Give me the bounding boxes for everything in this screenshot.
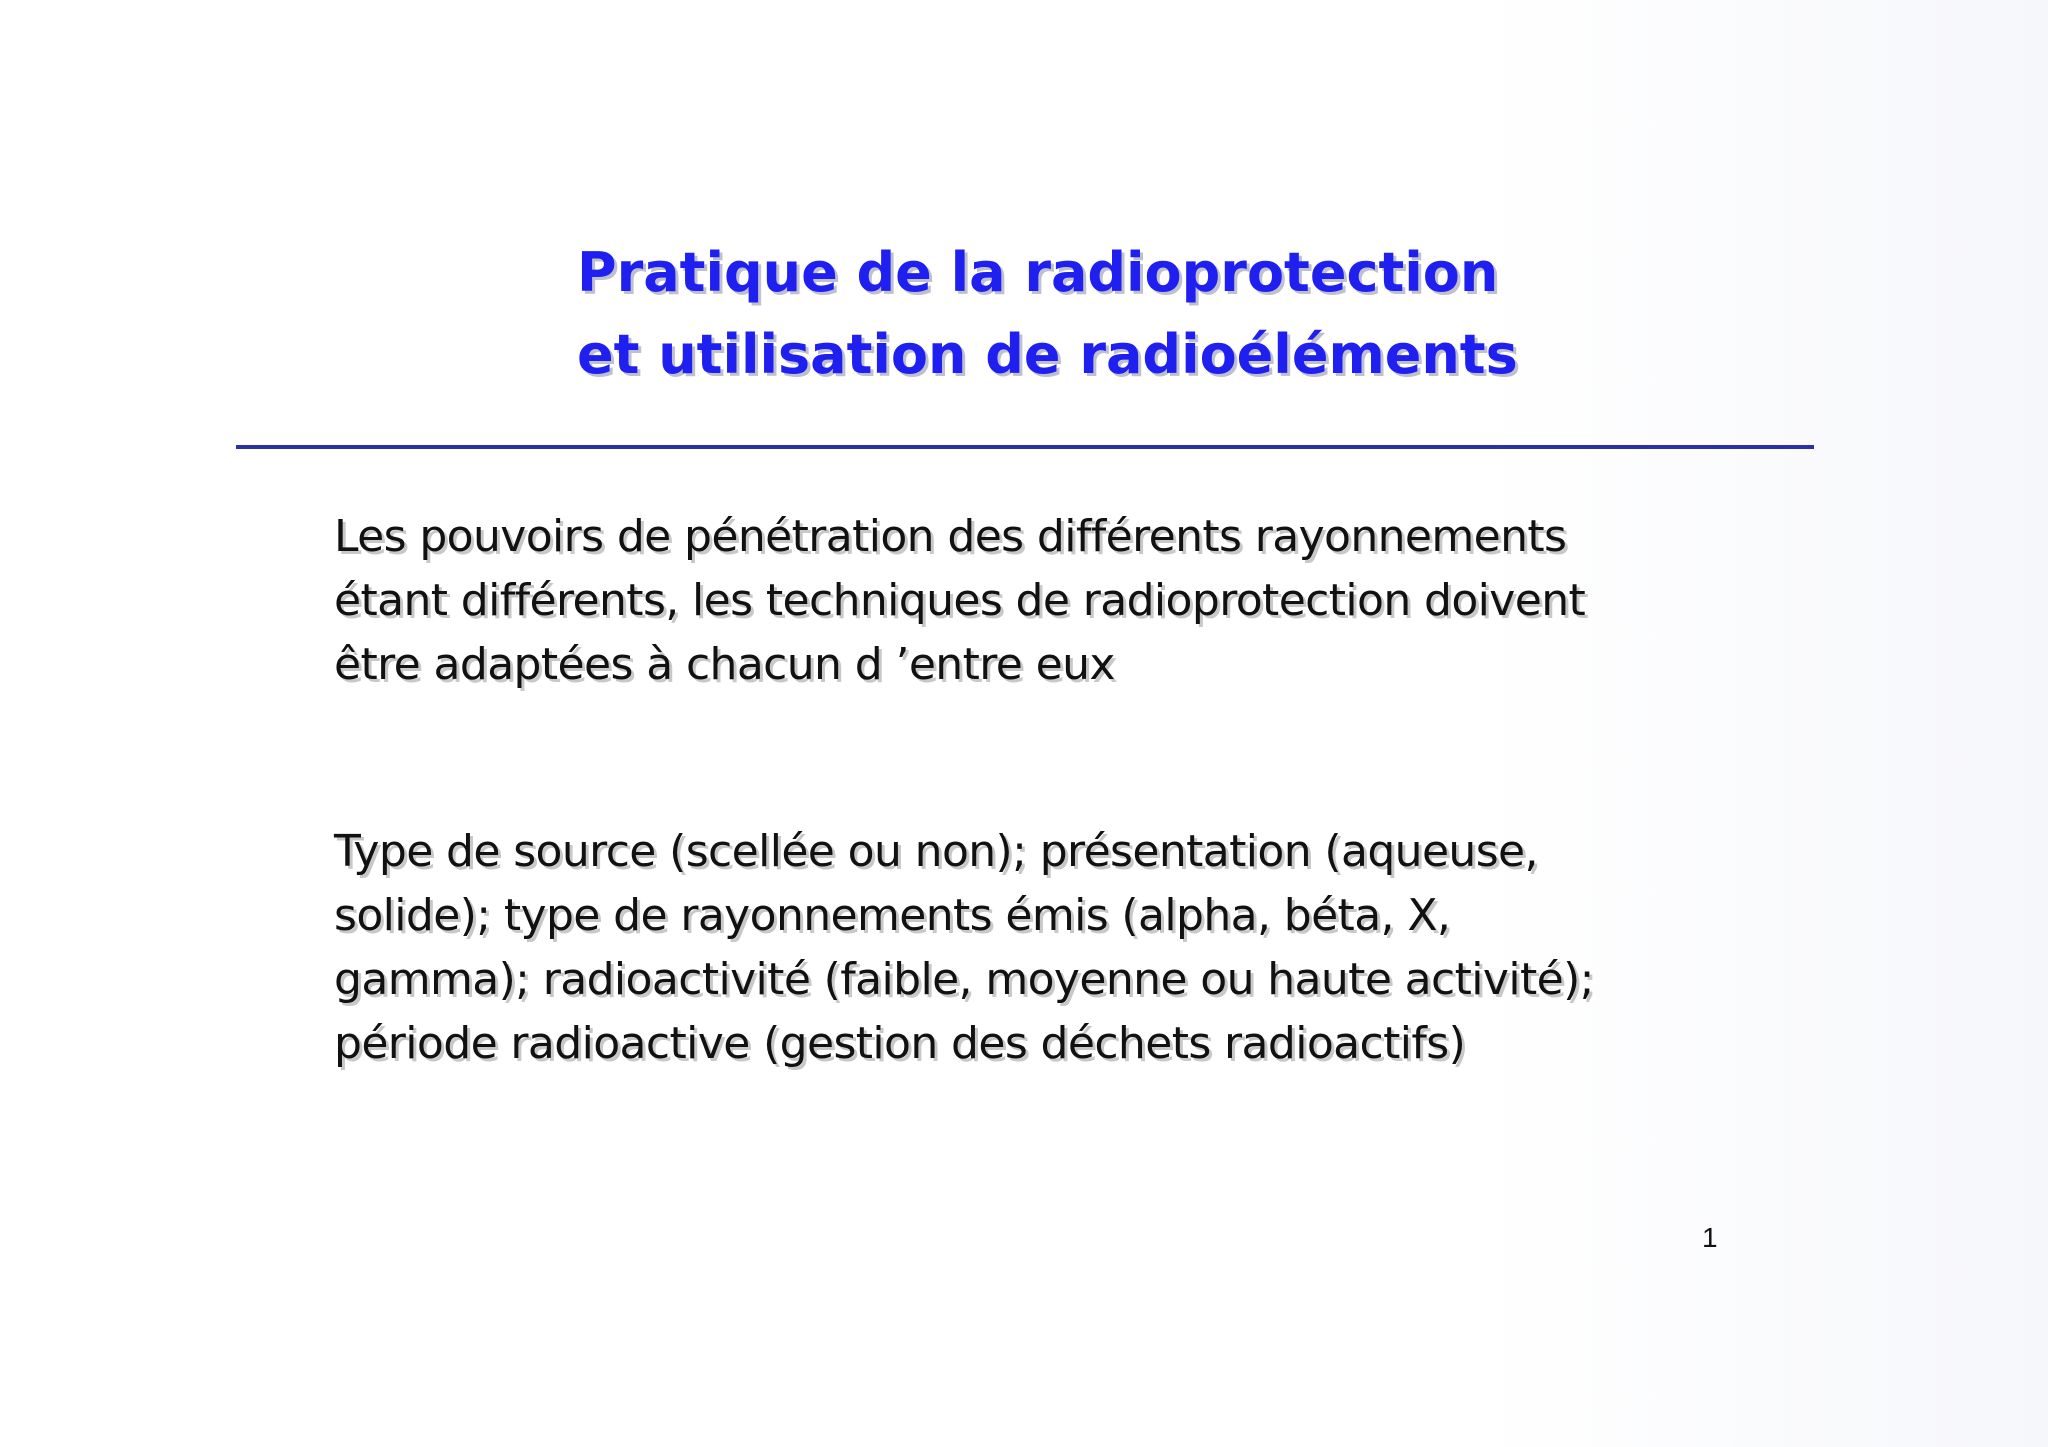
- slide-title-line-2: et utilisation de radioéléments: [577, 323, 1518, 386]
- paragraph-line: gamma); radioactivité (faible, moyenne ou haute activité);: [334, 954, 1594, 1005]
- paragraph-source-types: [334, 820, 1594, 1076]
- paragraph-line: étant différents, les techniques de radioprotection doivent: [334, 575, 1586, 626]
- paragraph-line: être adaptées à chacun d ’entre eux: [334, 639, 1115, 690]
- paragraph-line: Type de source (scellée ou non); présentation (aqueuse,: [334, 826, 1538, 877]
- title-divider: [236, 445, 1814, 449]
- paragraph-line: Les pouvoirs de pénétration des différents rayonnements: [334, 511, 1567, 562]
- paragraph-line: période radioactive (gestion des déchets radioactifs): [334, 1018, 1466, 1069]
- page-number: 1: [1702, 1222, 1718, 1253]
- slide-title-line-1: Pratique de la radioprotection: [577, 241, 1499, 304]
- slide-title: [577, 232, 1518, 396]
- paragraph-penetration: [334, 505, 1585, 697]
- paragraph-line: solide); type de rayonnements émis (alpha, béta, X,: [334, 890, 1451, 941]
